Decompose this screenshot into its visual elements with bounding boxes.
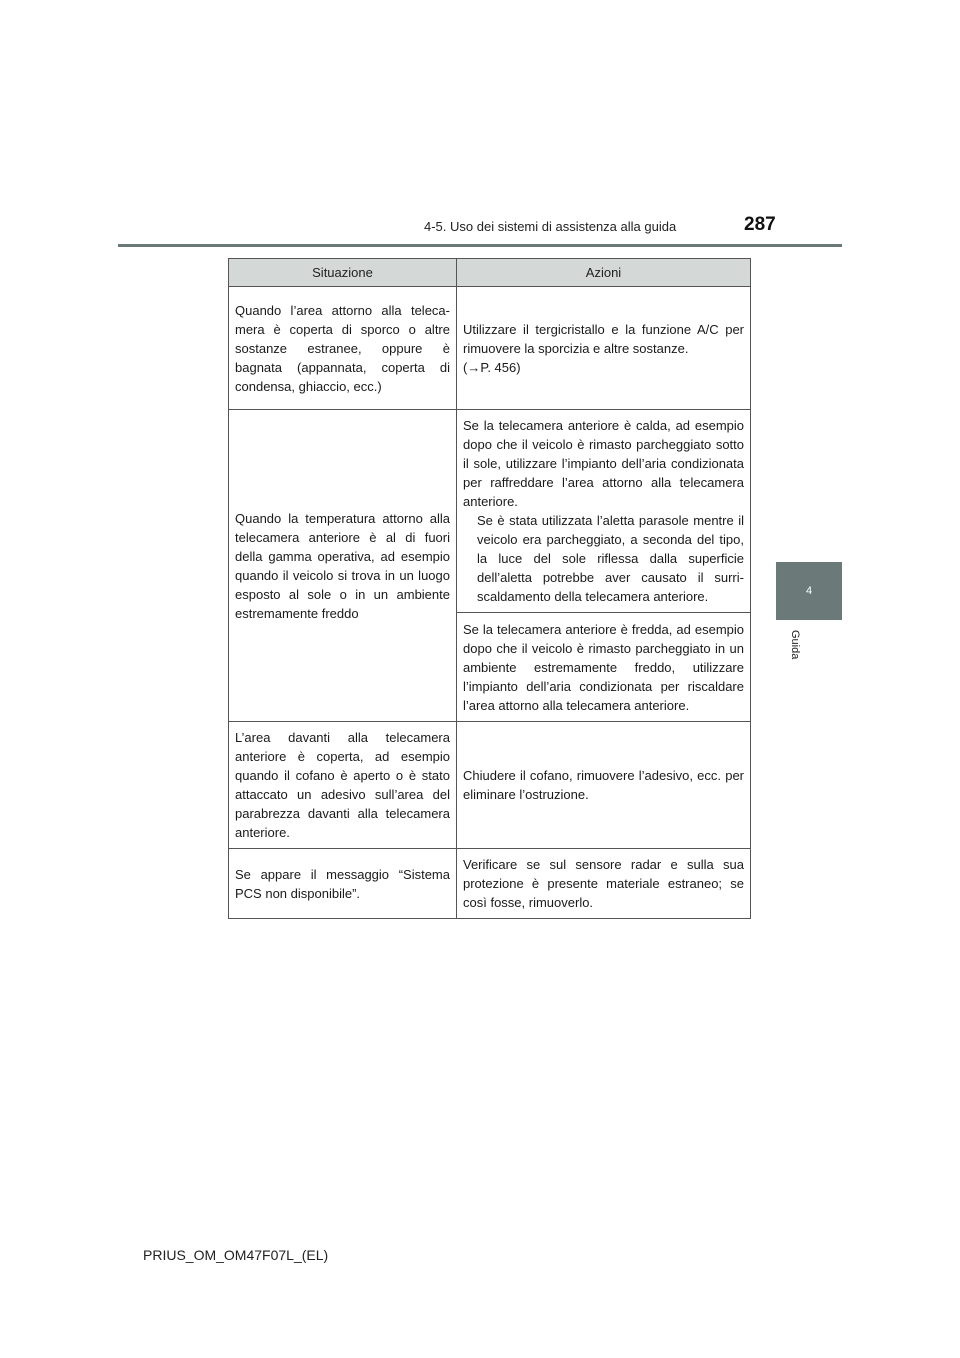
situation-cell: Quando l’area attorno alla telecamera è coperta di sporco o altre sostanze estranee, oppure è bagnata (appannata, coperta di condensa, ghiaccio, ecc.) [229,287,457,410]
action-cell [457,287,751,410]
page-number: 287 [744,214,776,235]
action-cell [457,410,751,613]
chapter-label: Guida [789,630,801,660]
situation-cell: Se appare il messaggio “Sistema PCS non disponibile”. [229,849,457,919]
table-row [229,287,751,410]
situation-cell: L’area davanti alla telecamera anteriore è coperta, ad esempio quando il cofano è aperto o è stato attaccato un adesivo sull’area del parabrezza davanti alla telecamera anteriore. [229,722,457,849]
action-cell: Se la telecamera anteriore è fredda, ad esempio dopo che il veicolo è rimasto parcheggiato in un ambiente estremamente freddo, utilizzare l’impianto dell’aria condizionata per riscaldare l’area attorno alla telecamera anteriore. [457,613,751,722]
table-row [229,722,751,849]
document-code: PRIUS_OM_OM47F07L_(EL) [143,1247,329,1263]
action-text: Utilizzare il tergicristallo e la funzione A/C per rimuovere la sporcizia e altre sostanze. [463,321,744,356]
action-note: Se è stata utilizzata l’aletta parasole mentre il veicolo era parcheggiato, a seconda del tipo, la luce del sole riflessa dalla superficie dell’aletta potrebbe aver causato il surriscaldamento della telecamera anteriore. [477,513,744,604]
action-text: Se la telecamera anteriore è calda, ad esempio dopo che il veicolo è rimasto parcheggiato sotto il sole, utilizzare l’impianto dell’aria condizionata per raffreddare l’area attorno alla telecamera anteriore. [463,418,744,509]
chapter-tab [776,562,842,620]
section-title: 4-5. Uso dei sistemi di assistenza alla guida [424,219,677,234]
action-cell: Verificare se sul sensore radar e sulla sua protezione è presente materiale estraneo; se così fosse, rimuoverlo. [457,849,751,919]
table-row [229,410,751,613]
situation-cell: Quando la temperatura attorno alla telecamera anteriore è al di fuori della gamma operativa, ad esempio quando il veicolo si trova in un luogo esposto al sole o in un ambiente estremamente freddo [229,410,457,722]
troubleshooting-table-wrapper [228,258,750,919]
action-cell: Chiudere il cofano, rimuovere l’adesivo, ecc. per eliminare l’ostruzione. [457,722,751,849]
table-row [229,849,751,919]
page-reference: (→P. 456) [463,359,521,375]
column-header-actions: Azioni [457,259,751,287]
troubleshooting-table [228,258,751,919]
chapter-number: 4 [805,585,813,597]
column-header-situation: Situazione [229,259,457,287]
table-header-row [229,259,751,287]
header-divider [118,244,842,247]
